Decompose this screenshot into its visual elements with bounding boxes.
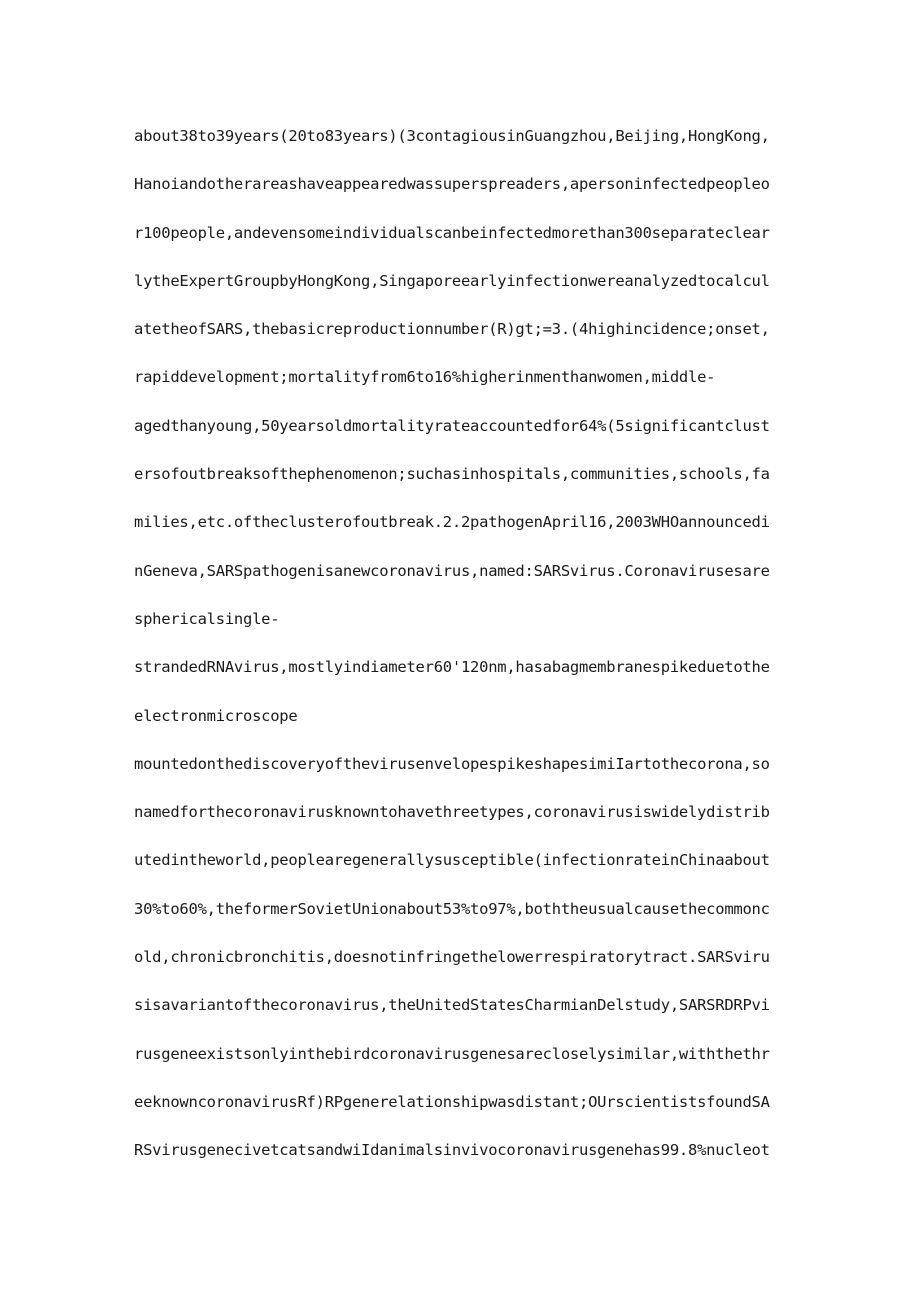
text-line: r100people,andevensomeindividualscanbeinfectedmorethan300separateclear [134, 223, 770, 242]
text-line: utedintheworld,peoplearegenerallysusceptible(infectionrateinChinaabout [134, 851, 770, 870]
text-line: electronmicroscope [134, 706, 298, 725]
text-line: RSvirusgenecivetcatsandwiIdanimalsinvivocoronavirusgenehas99.8%nucleot [134, 1141, 770, 1160]
text-line: rapiddevelopment;mortalityfrom6to16%higherinmenthanwomen,middle- [134, 368, 716, 387]
text-line: milies,etc.oftheclusterofoutbreak.2.2pathogenApril16,2003WHOannouncedi [134, 513, 770, 532]
text-line: ersofoutbreaksofthephenomenon;suchasinhospitals,communities,schools,fa [134, 465, 770, 484]
text-line: lytheExpertGroupbyHongKong,Singaporeearlyinfectionwereanalyzedtocalcul [134, 271, 770, 290]
text-line: Hanoiandotherareashaveappearedwassuperspreaders,apersoninfectedpeopleo [134, 175, 770, 194]
text-line: nGeneva,SARSpathogenisanewcoronavirus,named:SARSvirus.Coronavirusesare [134, 561, 770, 580]
text-line: namedforthecoronavirusknowntohavethreetypes,coronavirusiswidelydistrib [134, 803, 770, 822]
text-line: mountedonthediscoveryofthevirusenvelopespikeshapesimiIartothecorona,so [134, 754, 770, 773]
text-line: agedthanyoung,50yearsoldmortalityrateaccountedfor64%(5significantclust [134, 416, 770, 435]
text-line: about38to39years(20to83years)(3contagiousinGuangzhou,Beijing,HongKong, [134, 127, 770, 145]
text-line: rusgeneexistsonlyinthebirdcoronavirusgenesarecloselysimilar,withthethr [134, 1044, 770, 1063]
text-line: sisavariantofthecoronavirus,theUnitedStatesCharmianDelstudy,SARSRDRPvi [134, 996, 770, 1015]
body-text [134, 120, 794, 1183]
text-line: eeknowncoronavirusRf)RPgenerelationshipwasdistant;OUrscientistsfoundSA [134, 1092, 770, 1111]
text-line: atetheofSARS,thebasicreproductionnumber(R)gt;=3.(4highincidence;onset, [134, 320, 770, 339]
text-line: 30%to60%,theformerSovietUnionabout53%to97%,boththeusualcausethecommonc [134, 899, 770, 918]
text-line: sphericalsingle- [134, 609, 280, 628]
text-line: old,chronicbronchitis,doesnotinfringethelowerrespiratorytract.SARSviru [134, 948, 770, 967]
text-line: strandedRNAvirus,mostlyindiameter60'120nm,hasabagmembranespikeduetothe [134, 658, 770, 677]
